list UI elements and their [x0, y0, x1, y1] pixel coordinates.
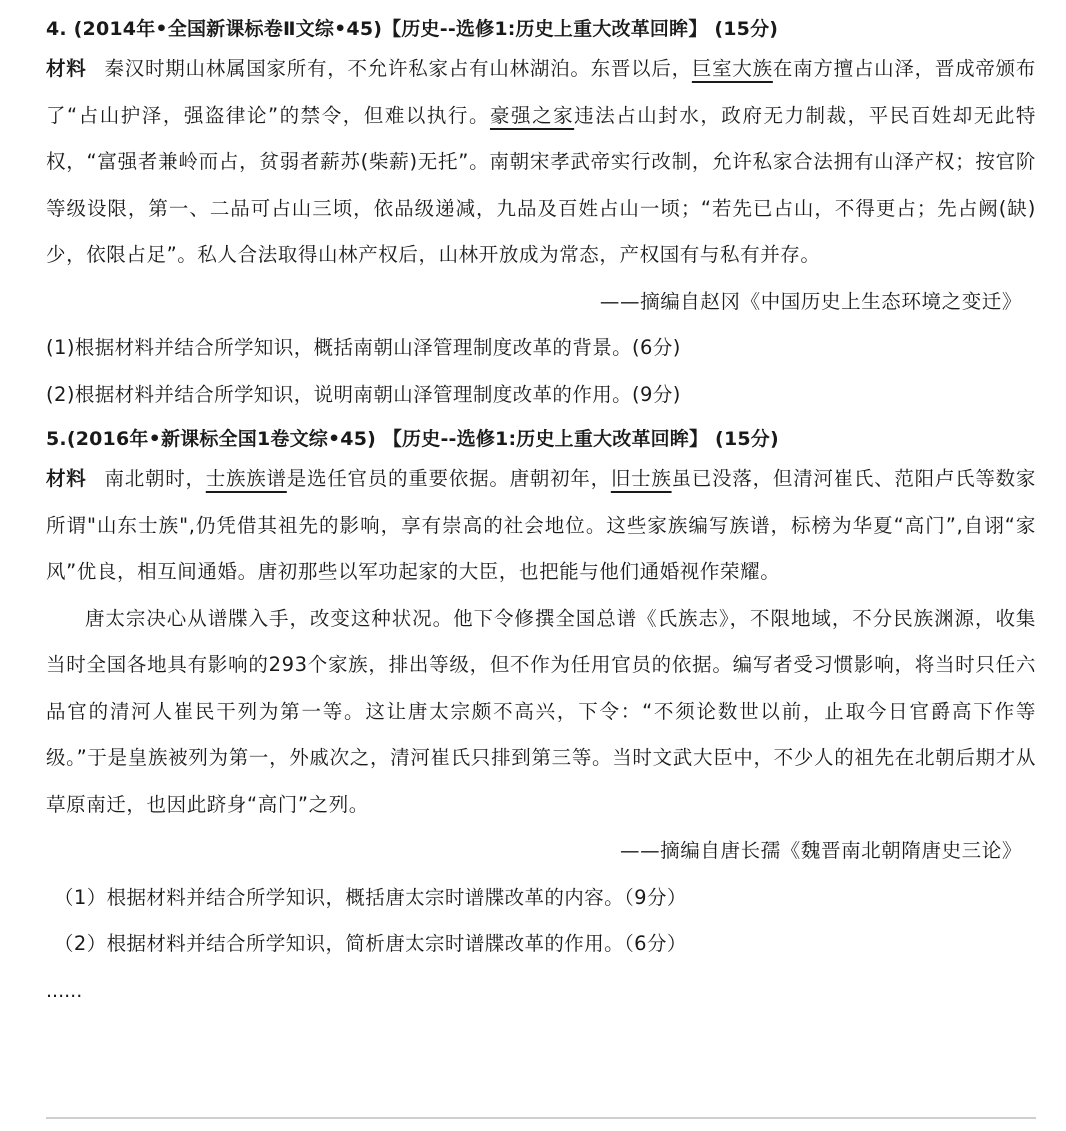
document-page [46, 12, 1036, 1014]
question-5-source: ——摘编自唐长孺《魏晋南北朝隋唐史三论》 [619, 839, 1022, 862]
material-text: 是选任官员的重要依据。唐朝初年， [286, 467, 611, 490]
underlined-term: 士族族谱 [205, 467, 287, 490]
question-4-heading: 4. (2014年•全国新课标卷Ⅱ文综•45)【历史--选修1:历史上重大改革回眸】 (15分) [46, 18, 779, 40]
material-text: 违法占山封水，政府无力制裁，平民百姓却无此特权，“富强者兼岭而占，贫弱者薪苏(柴薪)无托”。南朝宋孝武帝实行改制，允许私家合法拥有山泽产权；按官阶等级设限，第一、二品可占山三顷，依品级递减，九品及百姓占山一顷；“若先已占山，不得更占；先占阙(缺)少，依限占足”。私人合法取得山林产权后，山林开放成为常态，产权国有与私有并存。 [46, 103, 1037, 266]
underlined-term: 旧士族 [610, 467, 672, 490]
bottom-divider [46, 1117, 1036, 1119]
material-text: 虽已没落，但清河崔氏、范阳卢氏等数家所谓"山东士族",仍凭借其祖先的影响，享有崇高的社会地位。这些家族编写族谱，标榜为华夏“高门”,自诩“家风”优良，相互间通婚。唐初那些以军功起家的大臣，也把能与他们通婚视作荣耀。 [46, 467, 1036, 583]
material-text: 南北朝时， [104, 467, 206, 490]
question-4-sub-2: (2)根据材料并结合所学知识，说明南朝山泽管理制度改革的作用。(9分) [46, 382, 681, 406]
question-5-material-paragraph-2: 唐太宗决心从谱牒入手，改变这种状况。他下令修撰全国总谱《氏族志》，不限地域，不分民族渊源，收集当时全国各地具有影响的293个家族，排出等级，但不作为任用官员的依据。编写者受习惯影响，将当时只任六品官的清河人崔民干列为第一等。这让唐太宗颇不高兴，下令：“不须论数世以前，止取今日官爵高下作等级。”于是皇族被列为第一，外戚次之，清河崔氏只排到第三等。当时文武大臣中，不少人的祖先在北朝后期才从草原南迁，也因此跻身“高门”之列。 [46, 606, 1036, 816]
material-label: 材料 [46, 57, 87, 80]
material-text: 在南方擅占山泽，晋成帝颁布了“占山护泽，强盗律论”的禁令，但难以执行。 [46, 57, 1036, 127]
question-5-sub-2: （2）根据材料并结合所学知识，简析唐太宗时谱牒改革的作用。（6分） [54, 932, 687, 955]
question-5-heading: 5.(2016年•新课标全国1卷文综•45) 【历史--选修1:历史上重大改革回眸】 (15分) [46, 428, 779, 450]
underlined-term: 巨室大族 [691, 57, 773, 80]
question-5-sub-1: （1）根据材料并结合所学知识，概括唐太宗时谱牒改革的内容。（9分） [54, 885, 687, 909]
question-4-sub-1: (1)根据材料并结合所学知识，概括南朝山泽管理制度改革的背景。(6分) [46, 336, 681, 359]
material-label: 材料 [46, 467, 87, 490]
question-4-source: ——摘编自赵冈《中国历史上生态环境之变迁》 [599, 289, 1022, 313]
ellipsis: ...... [46, 979, 83, 1002]
question-5-material [46, 456, 1036, 596]
underlined-term: 豪强之家 [490, 103, 575, 127]
material-text: 秦汉时期山林属国家所有，不允许私家占有山林湖泊。东晋以后， [104, 57, 692, 80]
question-4-material [46, 46, 1036, 279]
